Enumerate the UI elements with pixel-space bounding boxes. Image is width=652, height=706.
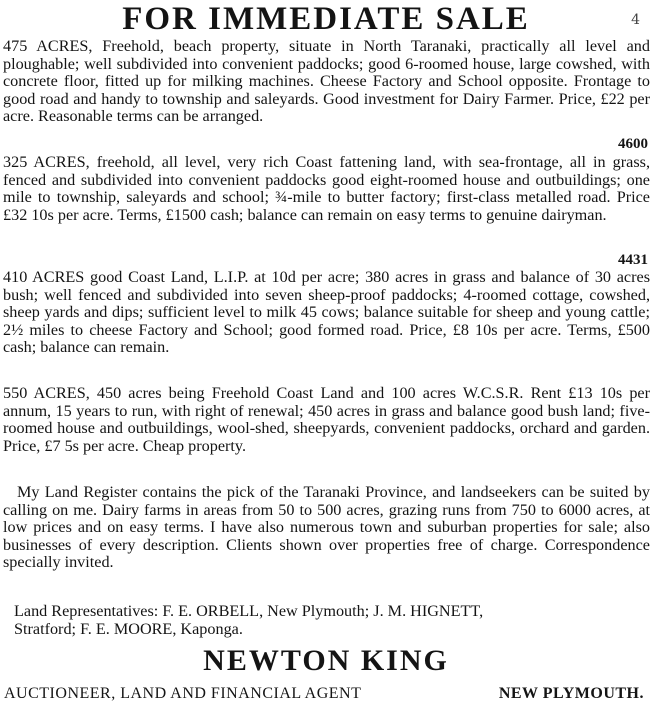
listing-text: 325 ACRES, freehold, all level, very rich Coast fattening land, with sea-frontage, all in grass, fenced and subdivided into convenient paddocks good eight-roomed house and outbuildings; one mile to township, saleyards and school; ¾-mile to butter factory; first-class metalled road. Price £32 10s per acre. Terms, £1500 cash; balance can remain on easy terms to genuine dairyman. bbox=[3, 153, 650, 224]
representatives-text: Land Representatives: F. E. ORBELL, New Plymouth; J. M. HIGNETT, Stratford; F. E. MOORE, Kaponga. bbox=[14, 602, 484, 638]
listing-550-acres bbox=[0, 385, 652, 455]
ad-heading: FOR IMMEDIATE SALE bbox=[122, 1, 530, 37]
listing-475-acres bbox=[0, 38, 652, 126]
listing-ref: 4600 bbox=[618, 136, 648, 152]
listing-text: 410 ACRES good Coast Land, L.I.P. at 10d per acre; 380 acres in grass and balance of 30 acres bush; well fenced and subdivided into seven sheep-proof paddocks; 4-roomed cottage, cowshed, sheep yards and dips; sufficient level to milk 45 cows; balance suitable for sheep and young cattle; 2½ miles to cheese Factory and School; good formed road. Price, £8 10s per acre. Terms, £500 cash; balance can remain. bbox=[3, 268, 650, 357]
agent-name: NEWTON KING bbox=[203, 644, 449, 677]
land-representatives bbox=[0, 602, 652, 638]
listing-text: 550 ACRES, 450 acres being Freehold Coast Land and 100 acres W.C.S.R. Rent £13 10s per annum, 15 years to run, with right of renewal; 450 acres in grass and balance good bush land; five-roomed house and outbuildings, wool-shed, sheepyards, convenient paddocks, orchard and garden. Price, £7 5s per acre. Cheap property. bbox=[3, 384, 650, 455]
agent-location: NEW PLYMOUTH. bbox=[498, 685, 644, 702]
listing-ref: 4431 bbox=[618, 252, 648, 268]
listing-325-acres bbox=[0, 154, 652, 224]
heading-mark: 4 bbox=[631, 12, 640, 28]
agent-title: AUCTIONEER, LAND AND FINANCIAL AGENT bbox=[4, 685, 362, 702]
land-register-notice bbox=[0, 484, 652, 572]
listing-410-acres bbox=[0, 269, 652, 357]
listing-text: My Land Register contains the pick of the Taranaki Province, and landseekers can be suited by calling on me. Dairy farms in areas from 50 to 500 acres, grazing runs from 750 to 6000 acres, at low prices and on easy terms. I have also numerous town and suburban properties for sale; also businesses of every description. Clients shown over properties free of charge. Correspondence specially invited. bbox=[3, 483, 650, 572]
listing-text: 475 ACRES, Freehold, beach property, situate in North Taranaki, practically all level and ploughable; well subdivided into convenient paddocks; good 6-roomed house, large cowshed, with concrete floor, fitted up for milking machines. Cheese Factory and School opposite. Frontage to good road and handy to township and saleyards. Good investment for Dairy Farmer. Price, £22 per acre. Reasonable terms can be arranged. bbox=[3, 37, 650, 126]
